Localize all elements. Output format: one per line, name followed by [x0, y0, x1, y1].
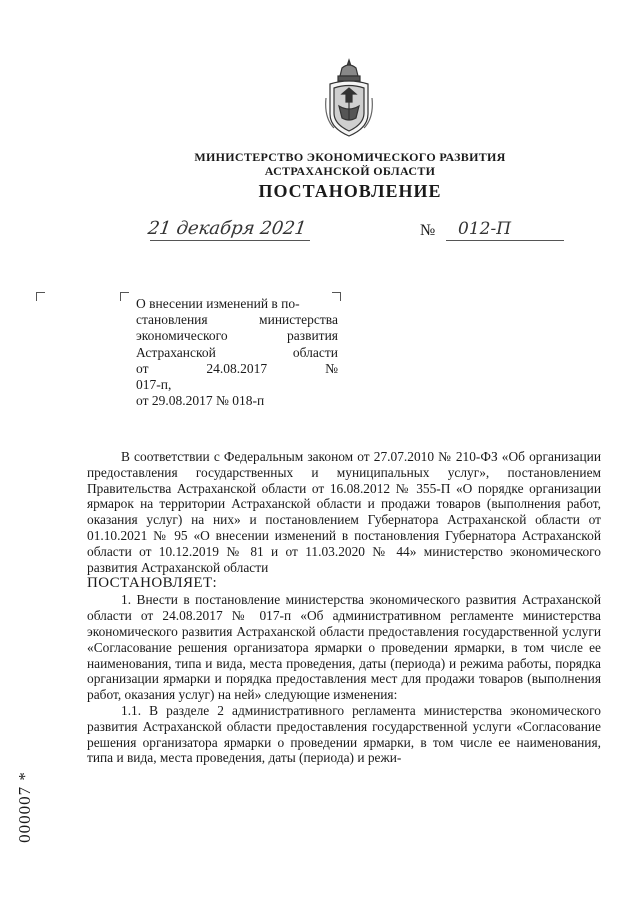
- number-underline: [446, 240, 564, 241]
- subject-line: экономического развития: [136, 328, 338, 344]
- ministry-name-line2: АСТРАХАНСКОЙ ОБЛАСТИ: [264, 164, 436, 178]
- subject-line: О внесении изменений в по-: [136, 296, 300, 311]
- subject-line: Астраханской области: [136, 344, 338, 360]
- document-type: ПОСТАНОВЛЕНИЕ: [258, 181, 442, 201]
- subject-line: становления министерства: [136, 312, 338, 328]
- stamp-number: 000007 *: [15, 771, 34, 843]
- date-underline: [150, 240, 310, 241]
- document-date: 21 декабря 2021: [146, 218, 308, 239]
- subject-line: от 24.08.2017 № 017-п,: [136, 360, 338, 393]
- registration-stamp: [10, 762, 40, 852]
- subject-line: от 29.08.2017 № 018-п: [136, 393, 265, 409]
- document-subject: [136, 296, 338, 409]
- bracket-subject-left: [120, 292, 129, 301]
- number-label: №: [420, 222, 436, 239]
- resolves-heading: ПОСТАНОВЛЯЕТ:: [87, 575, 218, 592]
- document-body: [87, 449, 601, 766]
- ministry-name-line1: МИНИСТЕРСТВО ЭКОНОМИЧЕСКОГО РАЗВИТИЯ: [194, 150, 506, 164]
- bracket-top-left: [36, 292, 45, 301]
- item-1-1-paragraph: 1.1. В разделе 2 административного регламента министерства экономического развития Астраханской области предоставления государственной услуги «Согласование решения организатора ярмарки о проведении ярмарки, в том числе ее наименования, типа и вида, места проведения, даты (периода) и режи-: [87, 702, 601, 766]
- item-1-paragraph: 1. Внести в постановление министерства экономического развития Астраханской области от 24.08.2017 № 017-п «Об административном регламенте министерства экономического развития Астраханской области предоставления государственной услуги «Согласование решения организатора ярмарки о проведении ярмарки, в том числе ее наименования, типа и вида, места проведения, даты (периода) и режима работы, порядка организации ярмарки и порядка предоставления мест для продажи товаров (выполнения работ, оказания услуг) на ней» следующие изменения:: [87, 592, 601, 703]
- document-number: 012-П: [458, 219, 512, 239]
- preamble-paragraph: В соответствии с Федеральным законом от 27.07.2010 № 210-ФЗ «Об организации предоставления государственных и муниципальных услуг», постановлением Правительства Астраханской области от 16.08.2012 № 355-П «О порядке организации ярмарок на территории Астраханской области и продажи товаров (выполнения работ, оказания услуг) на них» и постановлением Губернатора Астраханской области от 01.10.2021 № 95 «О внесении изменений в постановления Губернатора Астраханской области от 10.12.2019 № 81 и от 11.03.2020 № 44» министерство экономического развития Астраханской области: [87, 449, 601, 575]
- coat-of-arms-icon: [322, 58, 376, 142]
